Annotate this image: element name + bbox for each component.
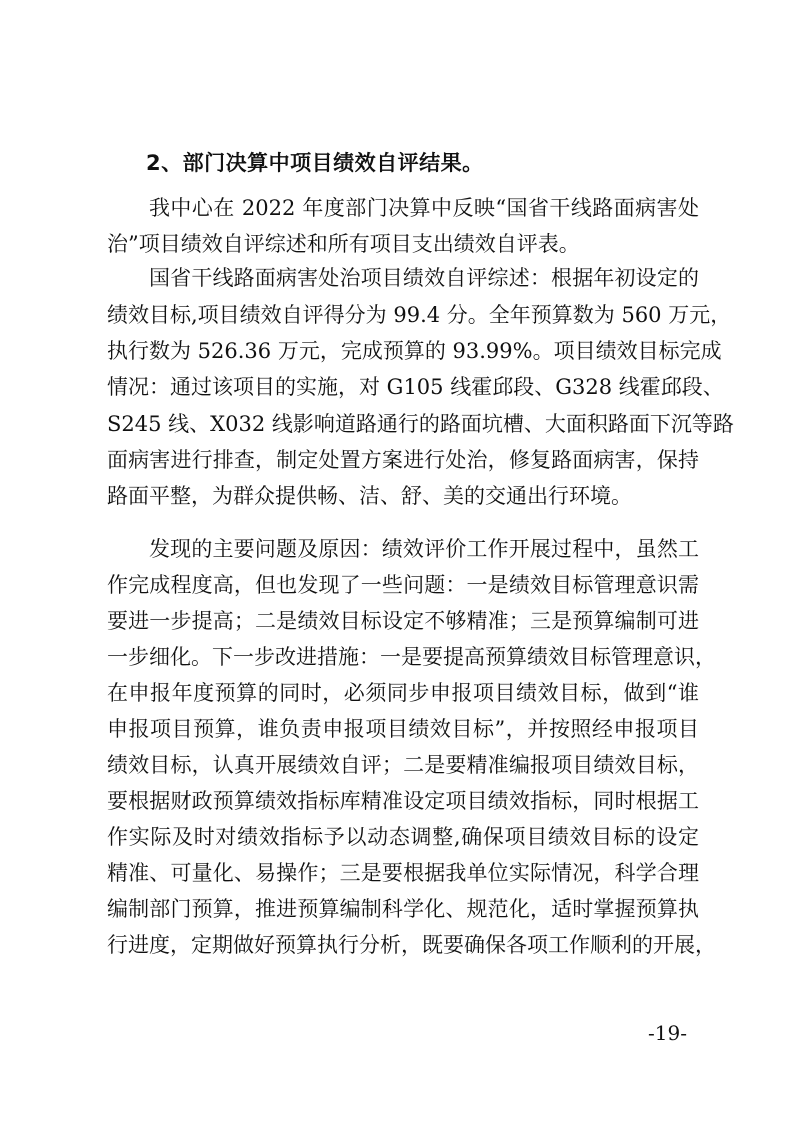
paragraph-2-line-5: S245 线、X032 线影响道路通行的路面坑槽、大面积路面下沉等路 bbox=[107, 412, 734, 436]
paragraph-3-line-2: 作完成程度高，但也发现了一些问题：一是绩效目标管理意识需 bbox=[107, 573, 699, 597]
paragraph-1-line-1: 我中心在 2022 年度部门决算中反映“国省干线路面病害处 bbox=[149, 196, 699, 220]
paragraph-2-line-7: 路面平整，为群众提供畅、洁、舒、美的交通出行环境。 bbox=[107, 484, 632, 508]
paragraph-2-line-6: 面病害进行排查，制定处置方案进行处治，修复路面病害，保持 bbox=[107, 448, 699, 472]
paragraph-2-line-3: 执行数为 526.36 万元，完成预算的 93.99%。项目绩效目标完成 bbox=[107, 339, 722, 363]
paragraph-3-line-11: 编制部门预算，推进预算编制科学化、规范化，适时掌握预算执 bbox=[107, 897, 699, 921]
paragraph-3-line-10: 精准、可量化、易操作；三是要根据我单位实际情况，科学合理 bbox=[107, 861, 699, 885]
paragraph-3-line-5: 在申报年度预算的同时，必须同步申报项目绩效目标，做到“谁 bbox=[107, 681, 699, 705]
paragraph-3-line-6: 申报项目预算，谁负责申报项目绩效目标”，并按照经申报项目 bbox=[107, 717, 699, 741]
paragraph-3-line-4: 一步细化。下一步改进措施：一是要提高预算绩效目标管理意识， bbox=[107, 645, 716, 669]
paragraph-3-line-8: 要根据财政预算绩效指标库精准设定项目绩效指标，同时根据工 bbox=[107, 789, 699, 813]
paragraph-3-line-1: 发现的主要问题及原因：绩效评价工作开展过程中，虽然工 bbox=[149, 537, 699, 561]
section-heading: 2、部门决算中项目绩效自评结果。 bbox=[146, 151, 484, 175]
paragraph-3-line-12: 行进度，定期做好预算执行分析，既要确保各项工作顺利的开展， bbox=[107, 933, 716, 957]
paragraph-1-line-2: 治”项目绩效自评综述和所有项目支出绩效自评表。 bbox=[107, 232, 580, 256]
paragraph-3-line-7: 绩效目标，认真开展绩效自评；二是要精准编报项目绩效目标， bbox=[107, 753, 699, 777]
paragraph-2-line-4: 情况：通过该项目的实施，对 G105 线霍邱段、G328 线霍邱段、 bbox=[107, 375, 724, 399]
page-number: -19- bbox=[648, 1021, 687, 1045]
paragraph-2-line-2: 绩效目标,项目绩效自评得分为 99.4 分。全年预算数为 560 万元， bbox=[107, 303, 732, 327]
paragraph-2-line-1: 国省干线路面病害处治项目绩效自评综述：根据年初设定的 bbox=[149, 266, 699, 290]
paragraph-3-line-3: 要进一步提高；二是绩效目标设定不够精准；三是预算编制可进 bbox=[107, 609, 699, 633]
paragraph-3-line-9: 作实际及时对绩效指标予以动态调整,确保项目绩效目标的设定 bbox=[107, 825, 699, 849]
